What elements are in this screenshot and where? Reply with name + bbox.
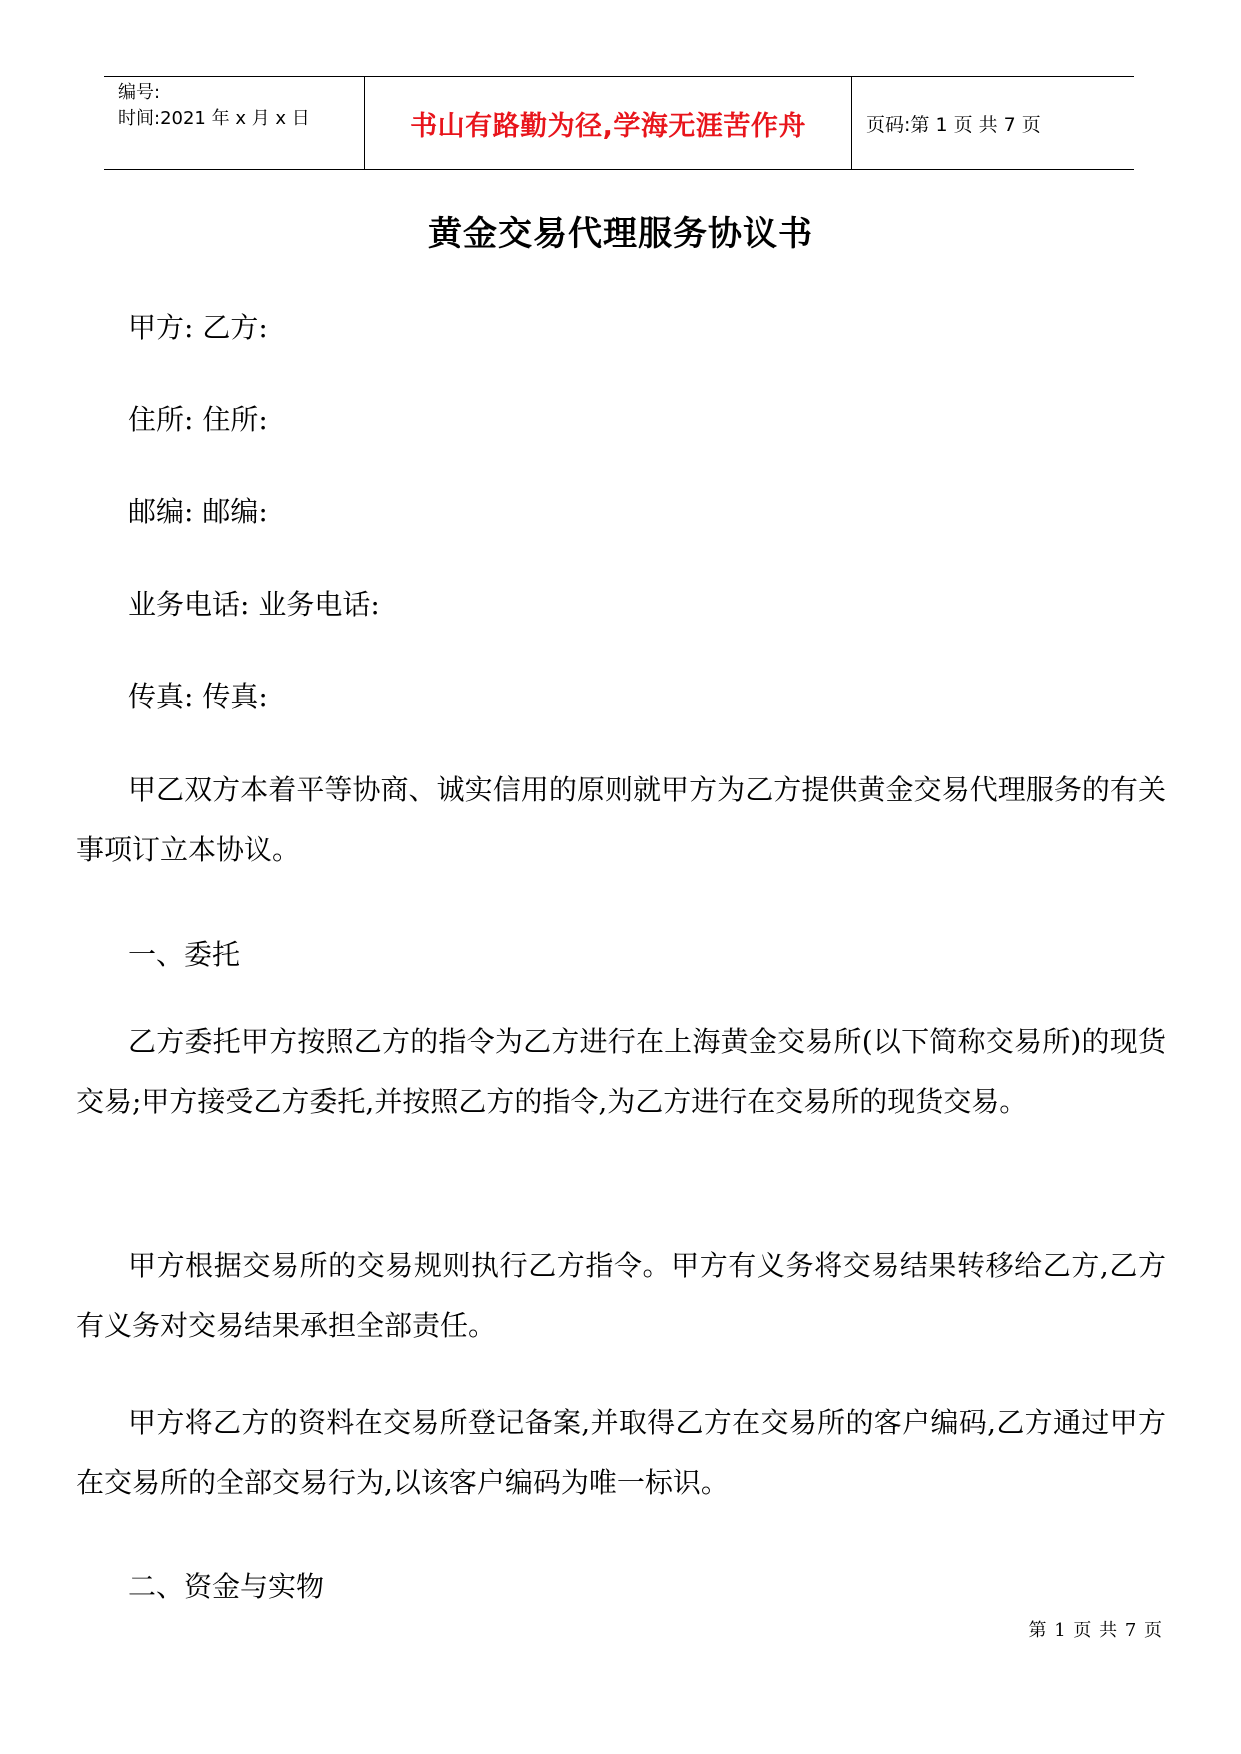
header-page-number: 页码:第 1 页 共 7 页 [866, 113, 1041, 136]
document-number-label: 编号: [118, 82, 161, 103]
intro-paragraph: 甲乙双方本着平等协商、诚实信用的原则就甲方为乙方提供黄金交易代理服务的有关事项订立本协议。 [76, 773, 1166, 866]
section-1-paragraph-1: 乙方委托甲方按照乙方的指令为乙方进行在上海黄金交易所(以下简称交易所)的现货交易;甲方接受乙方委托,并按照乙方的指令,为乙方进行在交易所的现货交易。 [76, 1025, 1166, 1118]
address-line: 住所: 住所: [128, 403, 268, 436]
header-motto: 书山有路勤为径,学海无涯苦作舟 [410, 110, 806, 142]
header-motto-cell [365, 77, 852, 169]
header-page-cell [852, 77, 1134, 169]
section-1-paragraph-2: 甲方根据交易所的交易规则执行乙方指令。甲方有义务将交易结果转移给乙方,乙方有义务对交易结果承担全部责任。 [76, 1249, 1166, 1342]
document-title: 黄金交易代理服务协议书 [428, 214, 813, 254]
phone-line: 业务电话: 业务电话: [128, 588, 380, 621]
header-meta-cell [104, 77, 365, 169]
section-1-heading: 一、委托 [128, 938, 241, 971]
party-line: 甲方: 乙方: [128, 311, 268, 344]
section-2-heading: 二、资金与实物 [128, 1570, 325, 1603]
document-header [104, 76, 1134, 170]
postcode-line: 邮编: 邮编: [128, 495, 268, 528]
section-1-paragraph-3: 甲方将乙方的资料在交易所登记备案,并取得乙方在交易所的客户编码,乙方通过甲方在交易所的全部交易行为,以该客户编码为唯一标识。 [76, 1406, 1166, 1499]
document-date-label: 时间:2021 年 x 月 x 日 [118, 108, 310, 129]
page-footer: 第 1 页 共 7 页 [1028, 1620, 1163, 1641]
fax-line: 传真: 传真: [128, 680, 268, 713]
